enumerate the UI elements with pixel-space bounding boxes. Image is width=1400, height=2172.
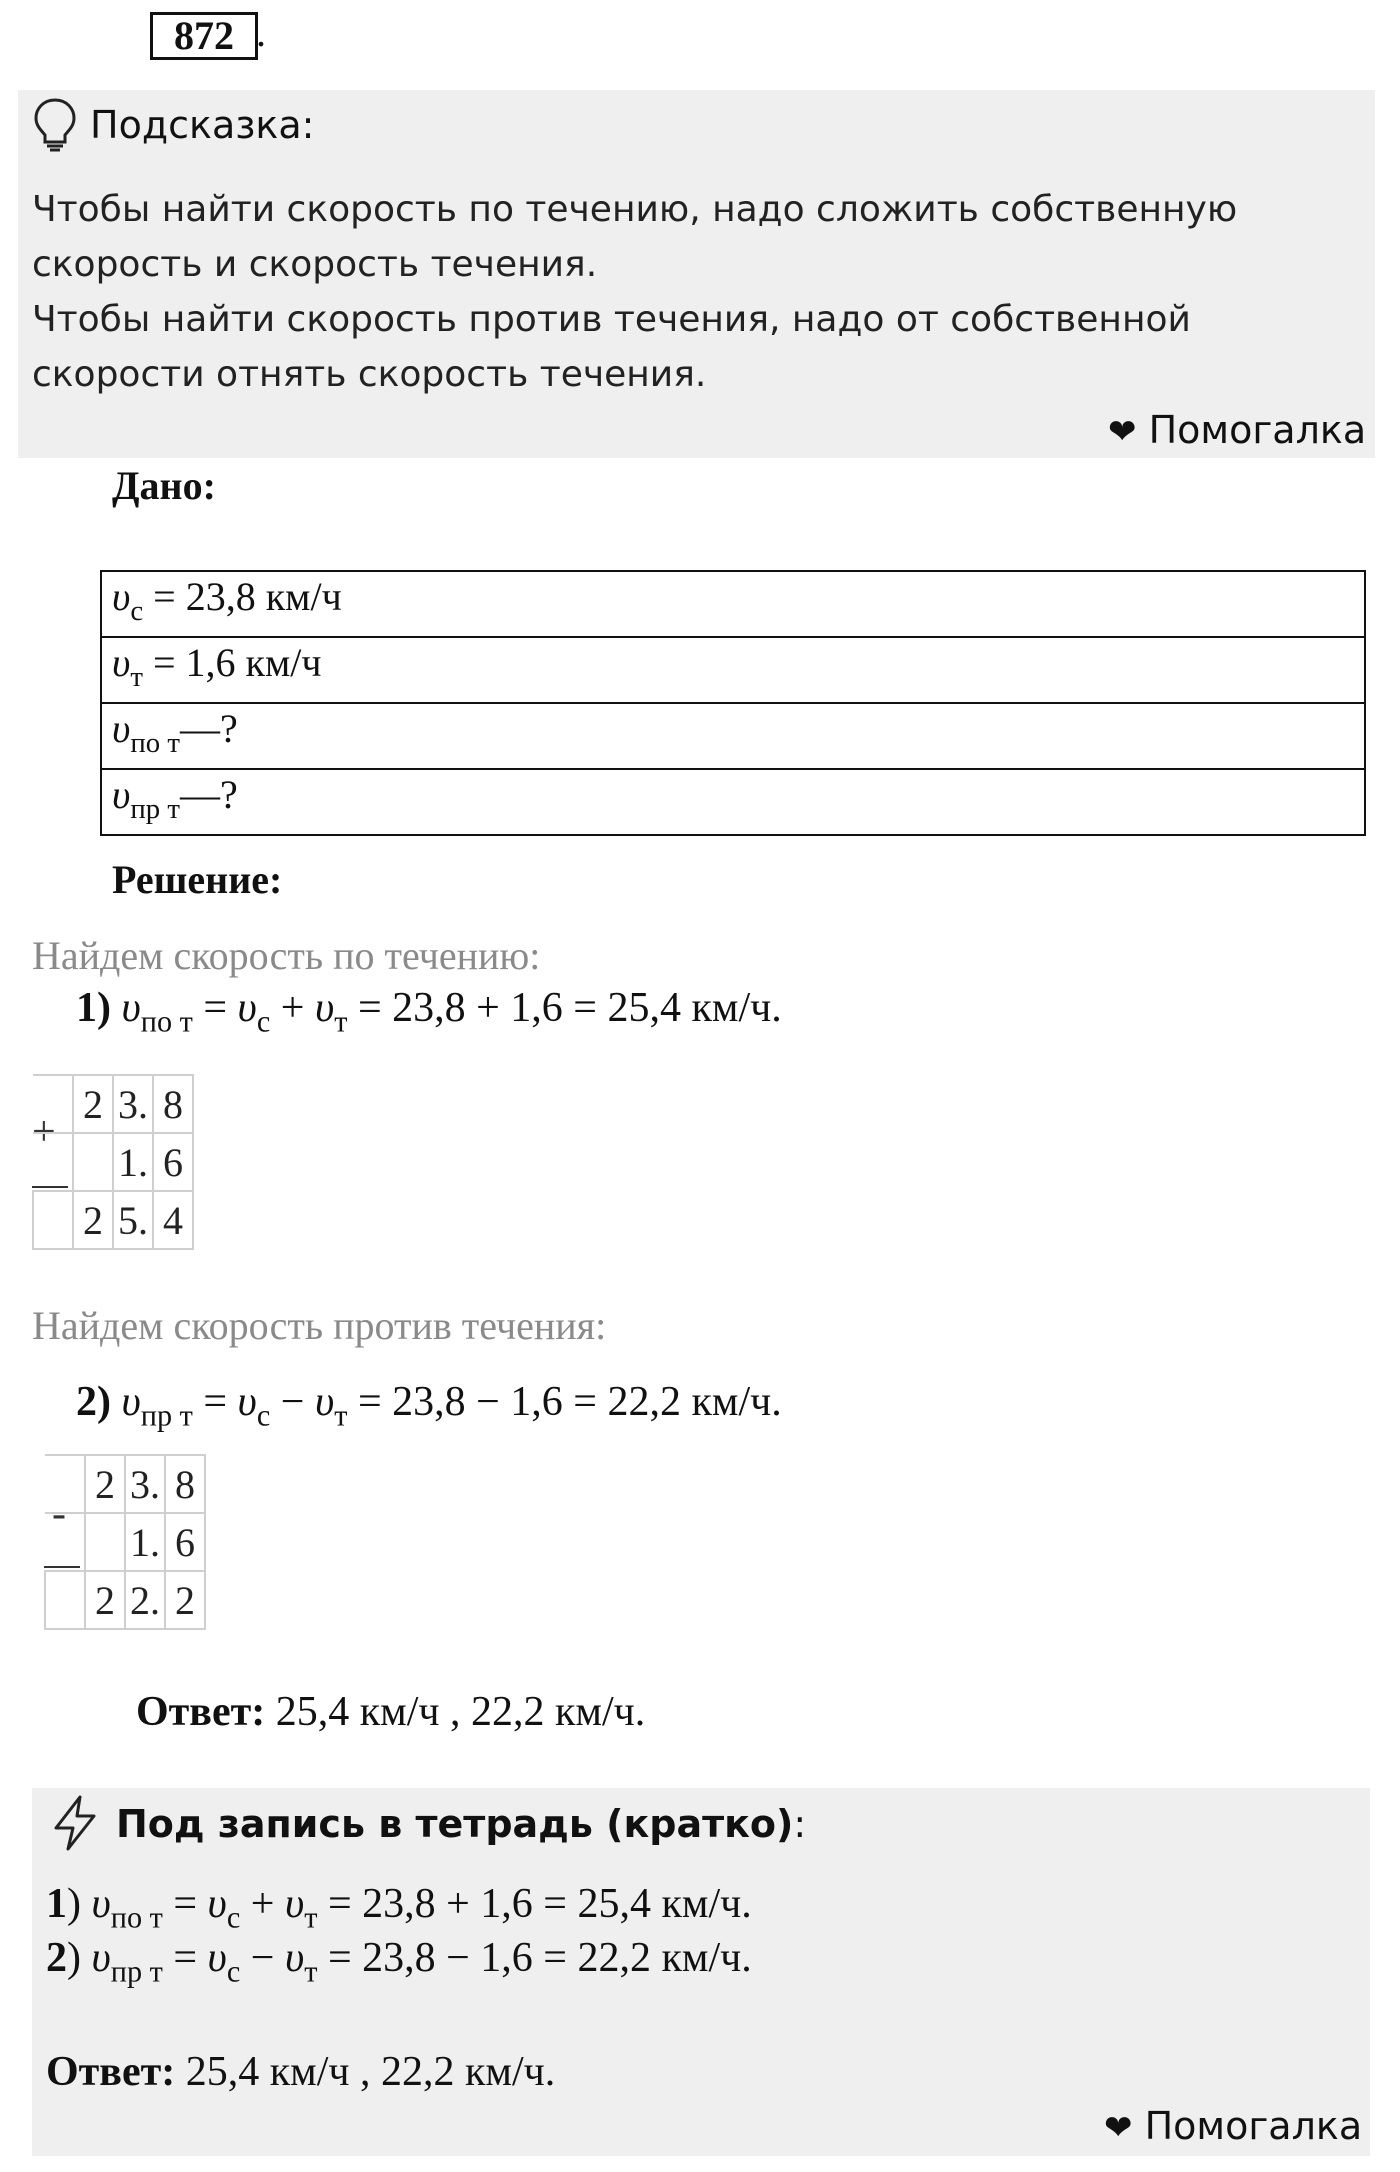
given-row: $\upsilon_{по т}—$?	[101, 703, 1365, 769]
lightbulb-icon	[30, 96, 80, 156]
helper-label: Помогалка	[1148, 408, 1367, 452]
given-heading: Дано:	[112, 463, 216, 508]
hint-line-2: скорость и скорость течения.	[32, 244, 598, 285]
helper-link-1[interactable]	[1108, 408, 1366, 454]
given-row: $\upsilon_т = 1,6$ км/ч	[101, 637, 1365, 703]
helper-link-2[interactable]	[1104, 2104, 1362, 2150]
addition-column: 2 3. 8 1. 6 2 5. 4	[32, 1074, 194, 1250]
task-number-dot: .	[256, 10, 266, 55]
step1-equation: 1) $\upsilon_{по т} = \upsilon_с + \upsilon_т = 23,8 + 1,6 = 25,4$ км/ч.	[76, 985, 782, 1039]
given-row: $\upsilon_с = 23,8$ км/ч	[101, 571, 1365, 637]
helper-label: Помогалка	[1144, 2104, 1363, 2148]
hint-line-3: Чтобы найти скорость против течения, надо от собственной	[32, 299, 1191, 340]
answer: Ответ: 25,4 км/ч , 22,2 км/ч.	[136, 1689, 646, 1735]
hint-line-1: Чтобы найти скорость по течению, надо сложить собственную	[32, 189, 1238, 230]
given-table	[100, 570, 1366, 836]
hint-line-4: скорости отнять скорость течения.	[32, 354, 707, 395]
task-number: 872	[150, 12, 258, 60]
plus-sign: +	[32, 1109, 56, 1155]
subtraction-column: 2 3. 8 1. 6 2 2. 2	[44, 1454, 206, 1630]
minus-sign: -	[52, 1491, 66, 1537]
note-line-2: 2) $\upsilon_{пр т} = \upsilon_с - \upsilon_т = 23,8 - 1,6 = 22,2$ км/ч.	[46, 1935, 752, 1989]
note-title: Под запись в тетрадь (кратко):	[116, 1802, 807, 1846]
step2-intro: Найдем скорость против течения:	[32, 1303, 607, 1348]
heart-icon: ❤	[1108, 412, 1137, 452]
heart-icon: ❤	[1104, 2108, 1133, 2148]
lightning-icon	[48, 1794, 102, 1856]
step1-intro: Найдем скорость по течению:	[32, 933, 541, 978]
step2-equation: 2) $\upsilon_{пр т} = \upsilon_с - \upsilon_т = 23,8 - 1,6 = 22,2$ км/ч.	[76, 1379, 782, 1433]
solution-heading: Решение:	[112, 857, 283, 902]
note-line-1: 1) $\upsilon_{по т} = \upsilon_с + \upsilon_т = 23,8 + 1,6 = 25,4$ км/ч.	[46, 1881, 752, 1935]
hint-title: Подсказка:	[90, 103, 315, 147]
note-answer: Ответ: 25,4 км/ч , 22,2 км/ч.	[46, 2049, 556, 2095]
given-row: $\upsilon_{пр т}—$?	[101, 769, 1365, 835]
